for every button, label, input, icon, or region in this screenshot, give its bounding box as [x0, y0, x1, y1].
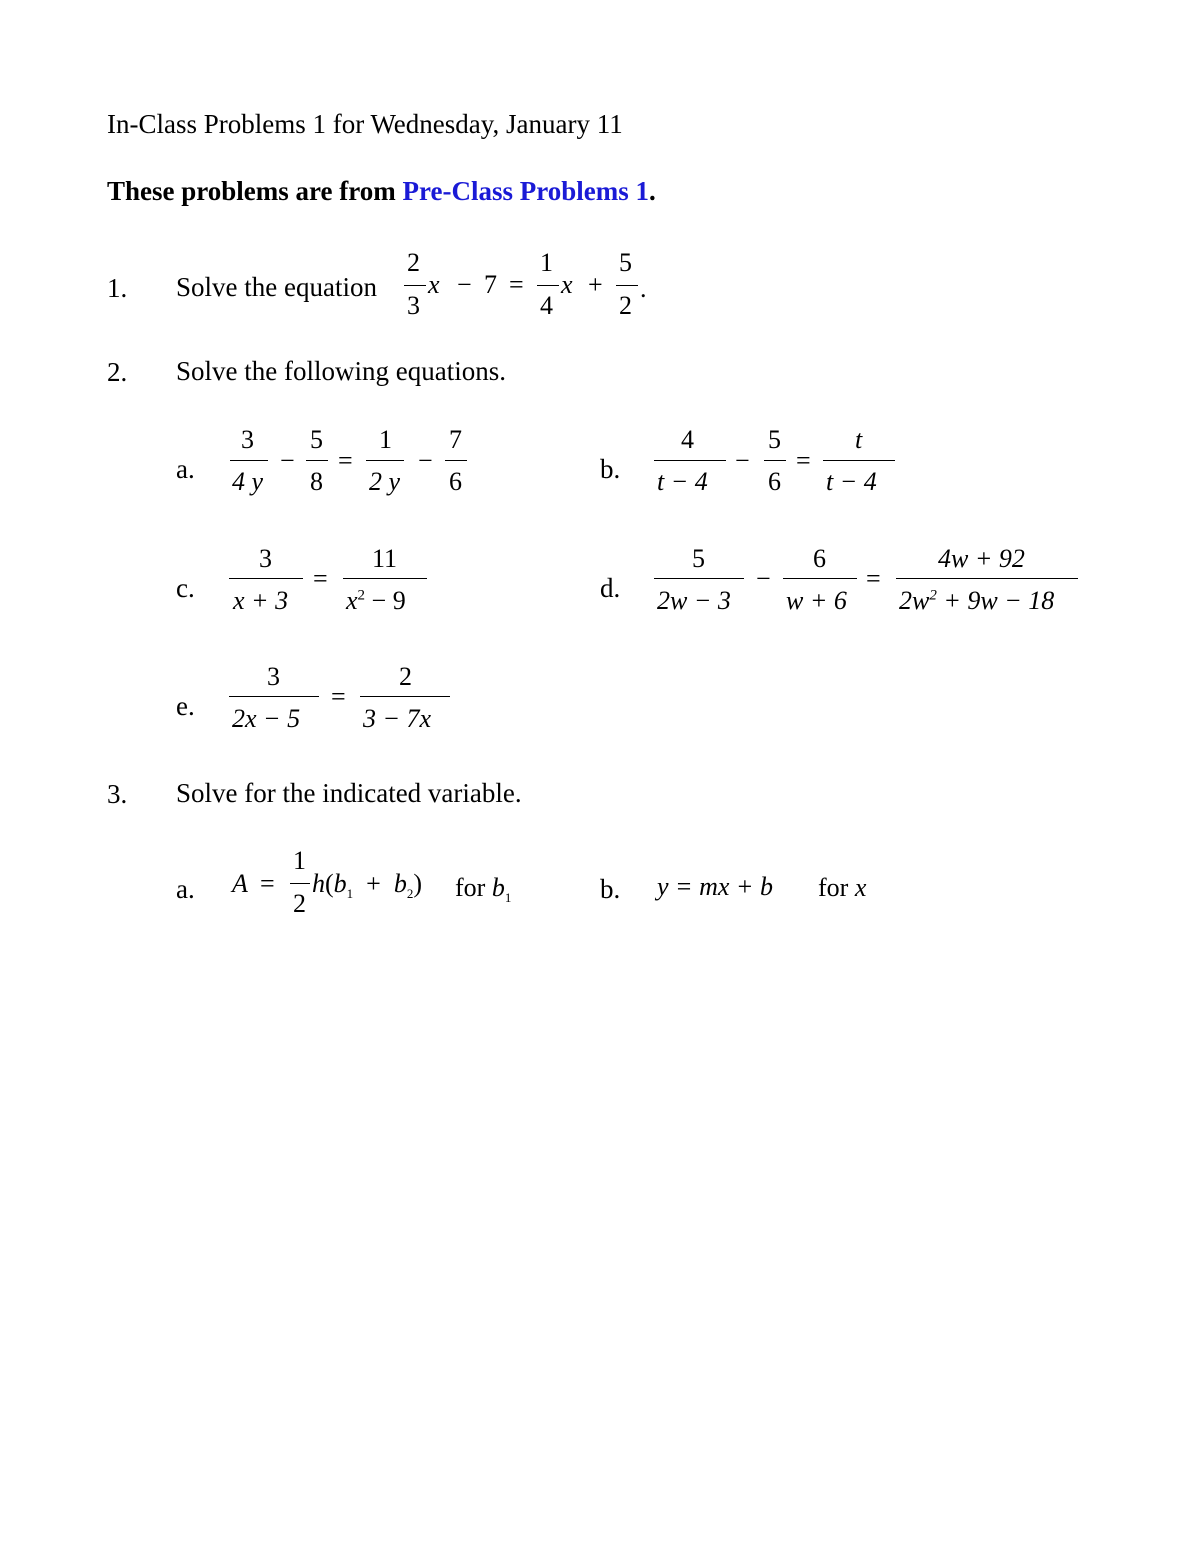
exponent: 2: [929, 587, 937, 604]
equals-sign: =: [313, 564, 328, 593]
open-paren: (: [325, 869, 334, 898]
fraction-bar: [654, 460, 726, 461]
problem-1-number: 1.: [107, 273, 128, 303]
denominator-rest: + 9w − 18: [943, 586, 1055, 615]
fraction-denominator: 3 − 7x: [363, 704, 432, 733]
part-label: c.: [176, 573, 195, 603]
variable-h: h: [312, 869, 325, 898]
equation: y = mx + b: [657, 872, 773, 901]
fraction-denominator: 2 y: [369, 467, 401, 496]
fraction-denominator: [899, 588, 1054, 614]
constant: 7: [484, 270, 497, 299]
fraction-numerator: 3: [267, 662, 280, 691]
variable-x: x: [346, 586, 358, 615]
fraction-bar: [230, 460, 268, 461]
intro-line: [107, 178, 656, 205]
intro-suffix: .: [648, 176, 656, 206]
fraction-bar: [306, 460, 328, 461]
fraction-numerator: 1: [540, 248, 553, 277]
part-label: b.: [600, 454, 621, 484]
fraction-denominator: 4 y: [232, 467, 264, 496]
problem-3-number: 3.: [107, 779, 128, 809]
fraction-denominator: w + 6: [786, 586, 847, 615]
fraction-numerator: 2: [399, 662, 412, 691]
fraction-denominator: 2: [293, 889, 306, 918]
fraction-numerator: 5: [768, 425, 781, 454]
fraction-numerator: 3: [259, 544, 272, 573]
fraction-denominator: 6: [449, 467, 462, 496]
fraction-bar: [616, 285, 638, 286]
fraction-denominator: [346, 588, 406, 614]
part-label: a.: [176, 454, 195, 484]
fraction-numerator: t: [855, 425, 863, 454]
fraction-numerator: 1: [293, 846, 306, 875]
fraction-denominator: 4: [540, 291, 553, 320]
fraction-numerator: 7: [449, 425, 462, 454]
part-label: b.: [600, 874, 621, 904]
for-word: for: [455, 873, 486, 902]
variable-b: b: [333, 869, 347, 898]
fraction-denominator: 8: [310, 467, 323, 496]
fraction-bar: [360, 696, 450, 697]
fraction-denominator: 2x − 5: [232, 704, 301, 733]
part-label: d.: [600, 573, 621, 603]
equals-sign: =: [338, 446, 353, 475]
fraction-numerator: 3: [241, 425, 254, 454]
problem-2-number: 2.: [107, 357, 128, 387]
equals-sign: =: [866, 564, 881, 593]
part-label: e.: [176, 691, 195, 721]
for-clause: [455, 875, 511, 904]
page-title: In-Class Problems 1 for Wednesday, January 11: [107, 109, 623, 139]
plus-sign: +: [588, 270, 603, 299]
problem-3-text: Solve for the indicated variable.: [176, 778, 522, 808]
fraction-numerator: 6: [813, 544, 826, 573]
fraction-numerator: 1: [379, 425, 392, 454]
fraction-bar: [537, 285, 559, 286]
part-label: a.: [176, 874, 195, 904]
fraction-bar: [229, 578, 303, 579]
variable-x: x: [428, 270, 440, 299]
fraction-bar: [896, 578, 1078, 579]
close-paren: ): [413, 869, 423, 898]
variable-a: A: [232, 869, 248, 898]
fraction-bar: [764, 460, 786, 461]
target-variable: x: [854, 873, 867, 902]
fraction-bar: [366, 460, 404, 461]
period: .: [640, 274, 647, 303]
fraction-bar: [823, 460, 895, 461]
for-clause: [818, 875, 866, 901]
problem-2-text: Solve the following equations.: [176, 356, 506, 386]
expression: [312, 871, 422, 900]
subscript: 1: [346, 886, 354, 902]
for-word: for: [818, 873, 849, 902]
fraction-numerator: 5: [310, 425, 323, 454]
fraction-numerator: 11: [372, 544, 398, 573]
fraction-denominator: x + 3: [233, 586, 289, 615]
fraction-bar: [343, 578, 427, 579]
fraction-denominator: t − 4: [657, 467, 708, 496]
exponent: 2: [357, 587, 366, 604]
equals-sign: =: [796, 446, 811, 475]
minus-sign: −: [735, 446, 750, 475]
fraction-numerator: 5: [692, 544, 705, 573]
target-variable: b: [491, 873, 505, 902]
fraction-bar: [445, 460, 467, 461]
minus-sign: −: [280, 446, 295, 475]
fraction-denominator: t − 4: [826, 467, 877, 496]
denominator-part: 2w: [899, 586, 930, 615]
fraction-numerator: 5: [619, 248, 632, 277]
fraction-numerator: 2: [407, 248, 420, 277]
fraction-bar: [229, 696, 319, 697]
subscript: 1: [504, 890, 512, 906]
fraction-bar: [783, 578, 857, 579]
minus-sign: −: [756, 564, 771, 593]
problem-1-text: Solve the equation: [176, 272, 377, 302]
variable-x: x: [561, 270, 573, 299]
equals-sign: =: [509, 270, 524, 299]
minus-sign: −: [418, 446, 433, 475]
plus-sign: +: [366, 869, 381, 898]
fraction-denominator: 3: [407, 291, 420, 320]
equals-sign: =: [331, 682, 346, 711]
pre-class-problems-link[interactable]: Pre-Class Problems 1: [402, 176, 649, 206]
equals-sign: =: [260, 869, 275, 898]
intro-prefix: These problems are from: [107, 176, 403, 206]
minus-sign: −: [457, 270, 472, 299]
fraction-denominator: 6: [768, 467, 781, 496]
fraction-denominator: 2: [619, 291, 632, 320]
fraction-bar: [290, 883, 310, 884]
fraction-bar: [404, 285, 426, 286]
fraction-denominator: 2w − 3: [657, 586, 731, 615]
fraction-numerator: 4w + 92: [938, 544, 1025, 573]
fraction-numerator: 4: [681, 425, 694, 454]
fraction-bar: [654, 578, 744, 579]
denominator-rest: − 9: [371, 586, 406, 615]
subscript: 2: [406, 886, 414, 902]
variable-b: b: [393, 869, 407, 898]
